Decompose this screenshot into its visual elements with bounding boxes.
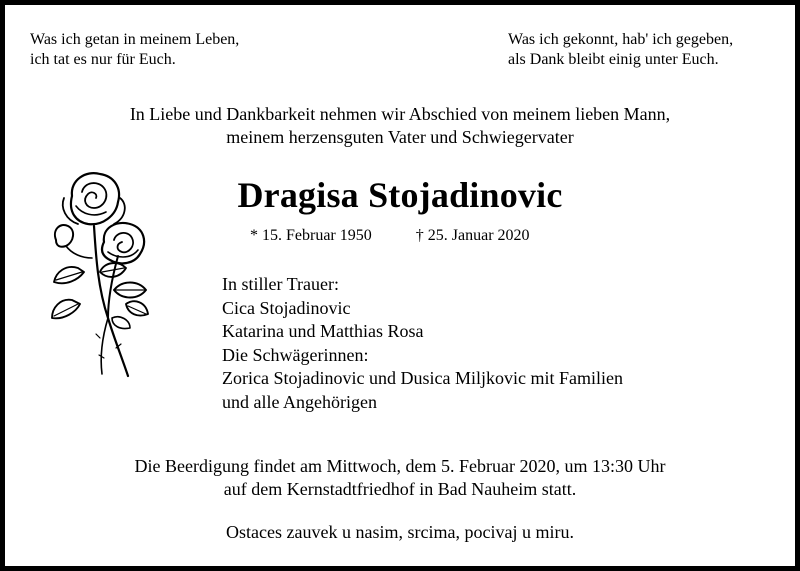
mourner-item: Katarina und Matthias Rosa	[222, 321, 424, 341]
deceased-name: Dragisa Stojadinovic	[237, 175, 563, 215]
motto-left	[30, 30, 239, 70]
motto-right-line-1: Was ich gekonnt, hab' ich gegeben,	[508, 31, 734, 48]
mourner-item: und alle Angehörigen	[222, 391, 377, 412]
intro-line-2: meinem herzensguten Vater und Schwiegervater	[226, 127, 574, 147]
death-date: † 25. Januar 2020	[415, 227, 530, 244]
birth-date: * 15. Februar 1950	[250, 227, 372, 244]
funeral-notice	[0, 455, 800, 501]
motto-right	[508, 30, 733, 70]
mourner-item: Zorica Stojadinovic und Dusica Miljkovic mit Familien	[222, 368, 623, 388]
closing-text: Ostaces zauvek u nasim, srcima, pocivaj u miru.	[226, 522, 574, 542]
funeral-line-2: auf dem Kernstadtfriedhof in Bad Nauheim statt.	[223, 479, 577, 499]
mourners-heading: In stiller Trauer:	[222, 274, 339, 294]
intro-text	[0, 103, 800, 149]
intro-line-1: In Liebe und Dankbarkeit nehmen wir Abschied von meinem lieben Mann,	[129, 104, 671, 124]
mourner-item: Cica Stojadinovic	[222, 297, 351, 318]
motto-right-line-2: als Dank bleibt einig unter Euch.	[508, 51, 719, 68]
funeral-line-1: Die Beerdigung findet am Mittwoch, dem 5. Februar 2020, um 13:30 Uhr	[134, 456, 666, 476]
life-dates	[250, 226, 530, 246]
mourners-list	[222, 273, 623, 414]
motto-left-line-1: Was ich getan in meinem Leben,	[30, 31, 240, 48]
motto-left-line-2: ich tat es nur für Euch.	[30, 51, 176, 68]
mourners-subheading: Die Schwägerinnen:	[222, 344, 369, 365]
